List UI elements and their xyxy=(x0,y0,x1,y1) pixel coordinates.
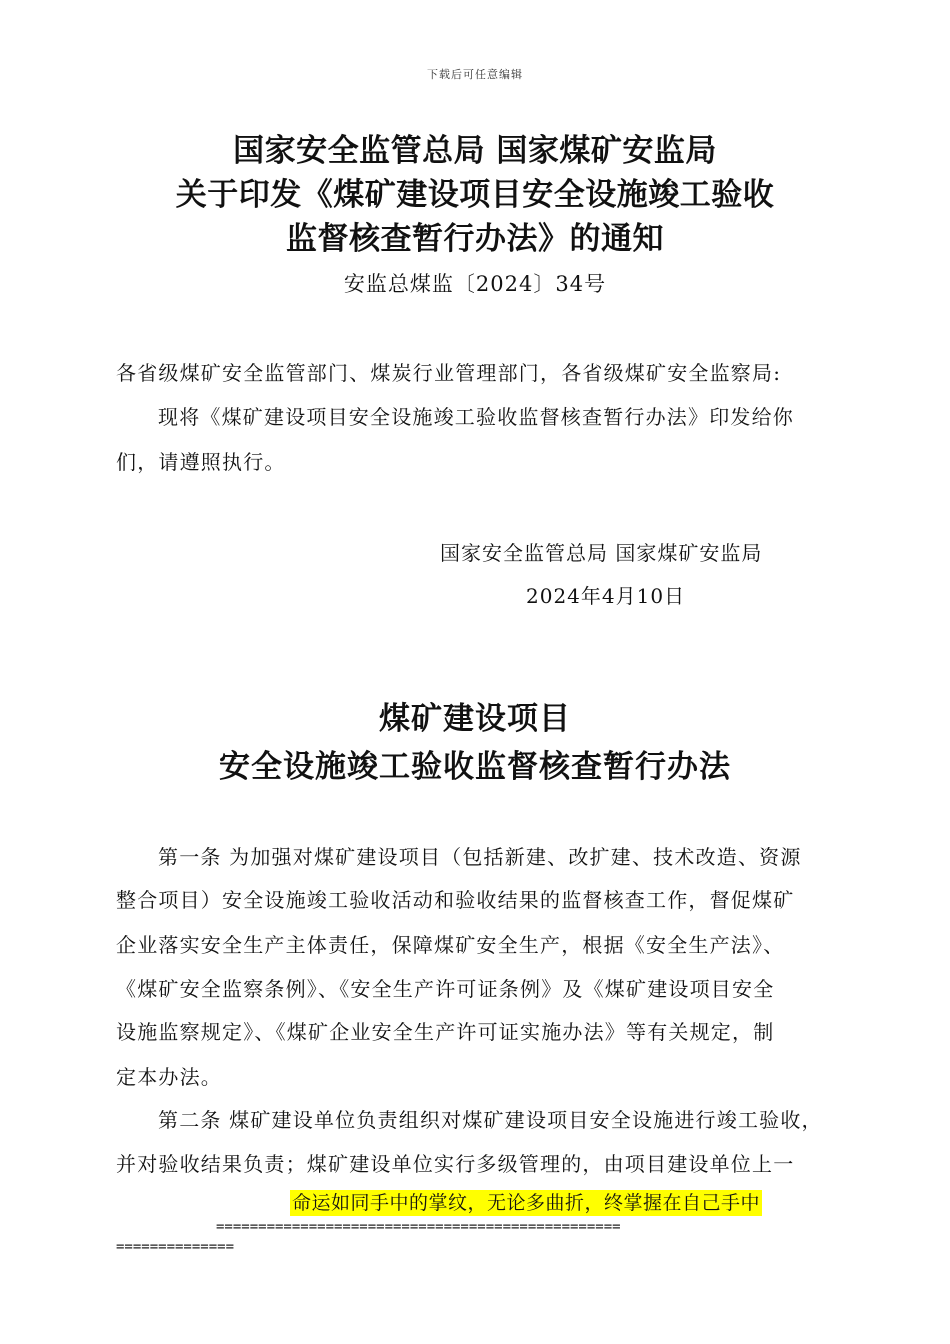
notice-title-line-3: 监督核查暂行办法》的通知 xyxy=(286,221,664,257)
measures-title-line-1: 煤矿建设项目 xyxy=(379,701,571,737)
notice-title-line-2: 关于印发《煤矿建设项目安全设施竣工验收 xyxy=(175,177,775,213)
notice-body-line-2: 们，请遵照执行。 xyxy=(116,450,286,474)
highlighted-quote: 命运如同手中的掌纹，无论多曲折，终掌握在自己手中 xyxy=(292,1192,761,1214)
article-2-line-1: 第二条 煤矿建设单位负责组织对煤矿建设项目安全设施进行竣工验收， xyxy=(158,1108,823,1132)
notice-body-line-1: 现将《煤矿建设项目安全设施竣工验收监督核查暂行办法》印发给你 xyxy=(158,405,794,429)
addressee: 各省级煤矿安全监管部门、煤炭行业管理部门，各省级煤矿安全监察局: xyxy=(116,361,782,385)
separator-rule-1: ================================================ xyxy=(216,1219,621,1235)
article-1-line-3: 企业落实安全生产主体责任，保障煤矿安全生产，根据《安全生产法》、 xyxy=(116,933,785,957)
article-2-line-2: 并对验收结果负责；煤矿建设单位实行多级管理的，由项目建设单位上一 xyxy=(116,1152,795,1176)
article-1-line-5: 设施监察规定》、《煤矿企业安全生产许可证实施办法》等有关规定，制 xyxy=(116,1020,775,1044)
notice-title-line-1: 国家安全监管总局 国家煤矿安监局 xyxy=(233,133,717,169)
signature: 国家安全监管总局 国家煤矿安监局 xyxy=(440,541,763,565)
header-note: 下载后可任意编辑 xyxy=(427,68,523,81)
issue-date: 2024年4月10日 xyxy=(526,584,686,608)
separator-rule-2: ============== xyxy=(116,1239,235,1255)
article-1-line-4: 《煤矿安全监察条例》、《安全生产许可证条例》及《煤矿建设项目安全 xyxy=(116,977,775,1001)
article-1-line-1: 第一条 为加强对煤矿建设项目（包括新建、改扩建、技术改造、资源 xyxy=(158,845,802,869)
measures-title-line-2: 安全设施竣工验收监督核查暂行办法 xyxy=(219,749,731,785)
document-number: 安监总煤监〔2024〕34号 xyxy=(343,272,607,296)
article-1-line-2: 整合项目）安全设施竣工验收活动和验收结果的监督核查工作，督促煤矿 xyxy=(116,888,795,912)
article-1-line-6: 定本办法。 xyxy=(116,1065,222,1089)
